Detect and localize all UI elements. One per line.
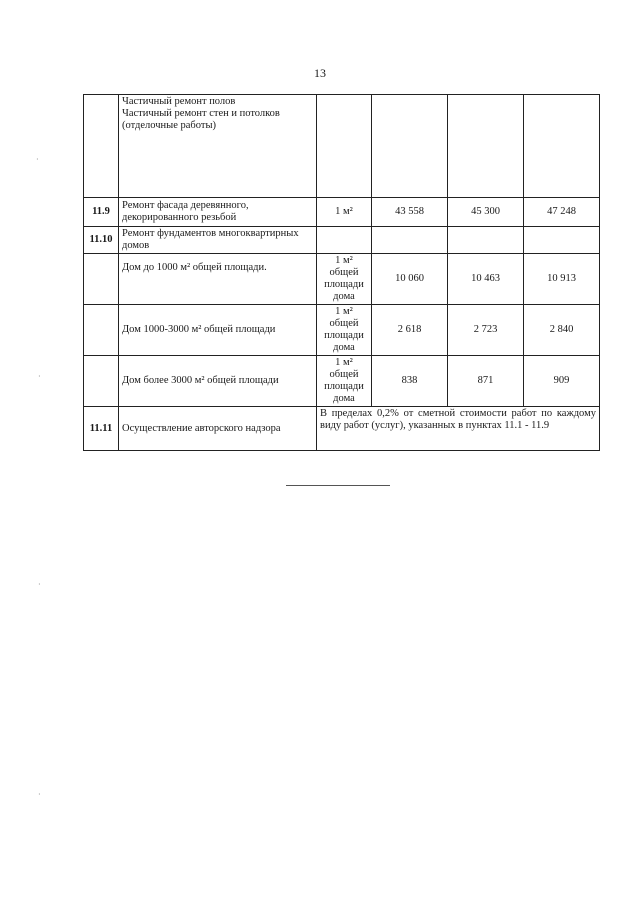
note-cell: В пределах 0,2% от сметной стоимости работ по каждому виду работ (услуг), указанных в пунктах 11.1 - 11.9 [317,407,600,451]
price-cell [524,95,600,198]
price-cell: 45 300 [448,198,524,227]
work-name-cell: Частичный ремонт полов Частичный ремонт стен и потолков (отделочные работы) [119,95,317,198]
scan-speck: · [38,790,41,799]
unit-cell: 1 м² общей площади дома [317,305,372,356]
price-cell: 871 [448,356,524,407]
price-cell: 43 558 [372,198,448,227]
scan-speck: · [36,155,39,164]
row-number-cell: 11.11 [84,407,119,451]
table-row [84,356,600,407]
unit-cell: 1 м² [317,198,372,227]
work-name-cell: Ремонт фундаментов многоквартирных домов [119,227,317,254]
table-row [84,95,600,198]
scan-speck: · [38,580,41,589]
price-cell [448,95,524,198]
price-cell: 2 840 [524,305,600,356]
price-cell [524,227,600,254]
row-number-cell: 11.9 [84,198,119,227]
price-cell: 10 913 [524,254,600,305]
row-number-cell [84,254,119,305]
row-number-cell [84,305,119,356]
table-row [84,227,600,254]
price-cell: 10 463 [448,254,524,305]
price-cell: 838 [372,356,448,407]
unit-cell: 1 м² общей площади дома [317,356,372,407]
work-name-cell: Осуществление авторского надзора [119,407,317,451]
unit-cell: 1 м² общей площади дома [317,254,372,305]
price-cell: 909 [524,356,600,407]
price-cell: 10 060 [372,254,448,305]
price-cell: 2 723 [448,305,524,356]
price-cell: 2 618 [372,305,448,356]
closing-rule [286,485,390,486]
price-cell [372,227,448,254]
unit-cell [317,227,372,254]
price-cell [372,95,448,198]
table-row [84,254,600,305]
table-row [84,305,600,356]
work-name-cell: Дом более 3000 м² общей площади [119,356,317,407]
unit-cell [317,95,372,198]
row-number-cell: 11.10 [84,227,119,254]
work-name-cell: Дом 1000-3000 м² общей площади [119,305,317,356]
scan-speck: · [38,372,41,381]
table-row [84,407,600,451]
row-number-cell [84,95,119,198]
price-cell [448,227,524,254]
price-cell: 47 248 [524,198,600,227]
work-name-cell: Ремонт фасада деревянного, декорированного резьбой [119,198,317,227]
row-number-cell [84,356,119,407]
page-number: 13 [314,66,326,80]
work-name-cell: Дом до 1000 м² общей площади. [119,254,317,305]
table-row [84,198,600,227]
price-table [83,94,600,451]
